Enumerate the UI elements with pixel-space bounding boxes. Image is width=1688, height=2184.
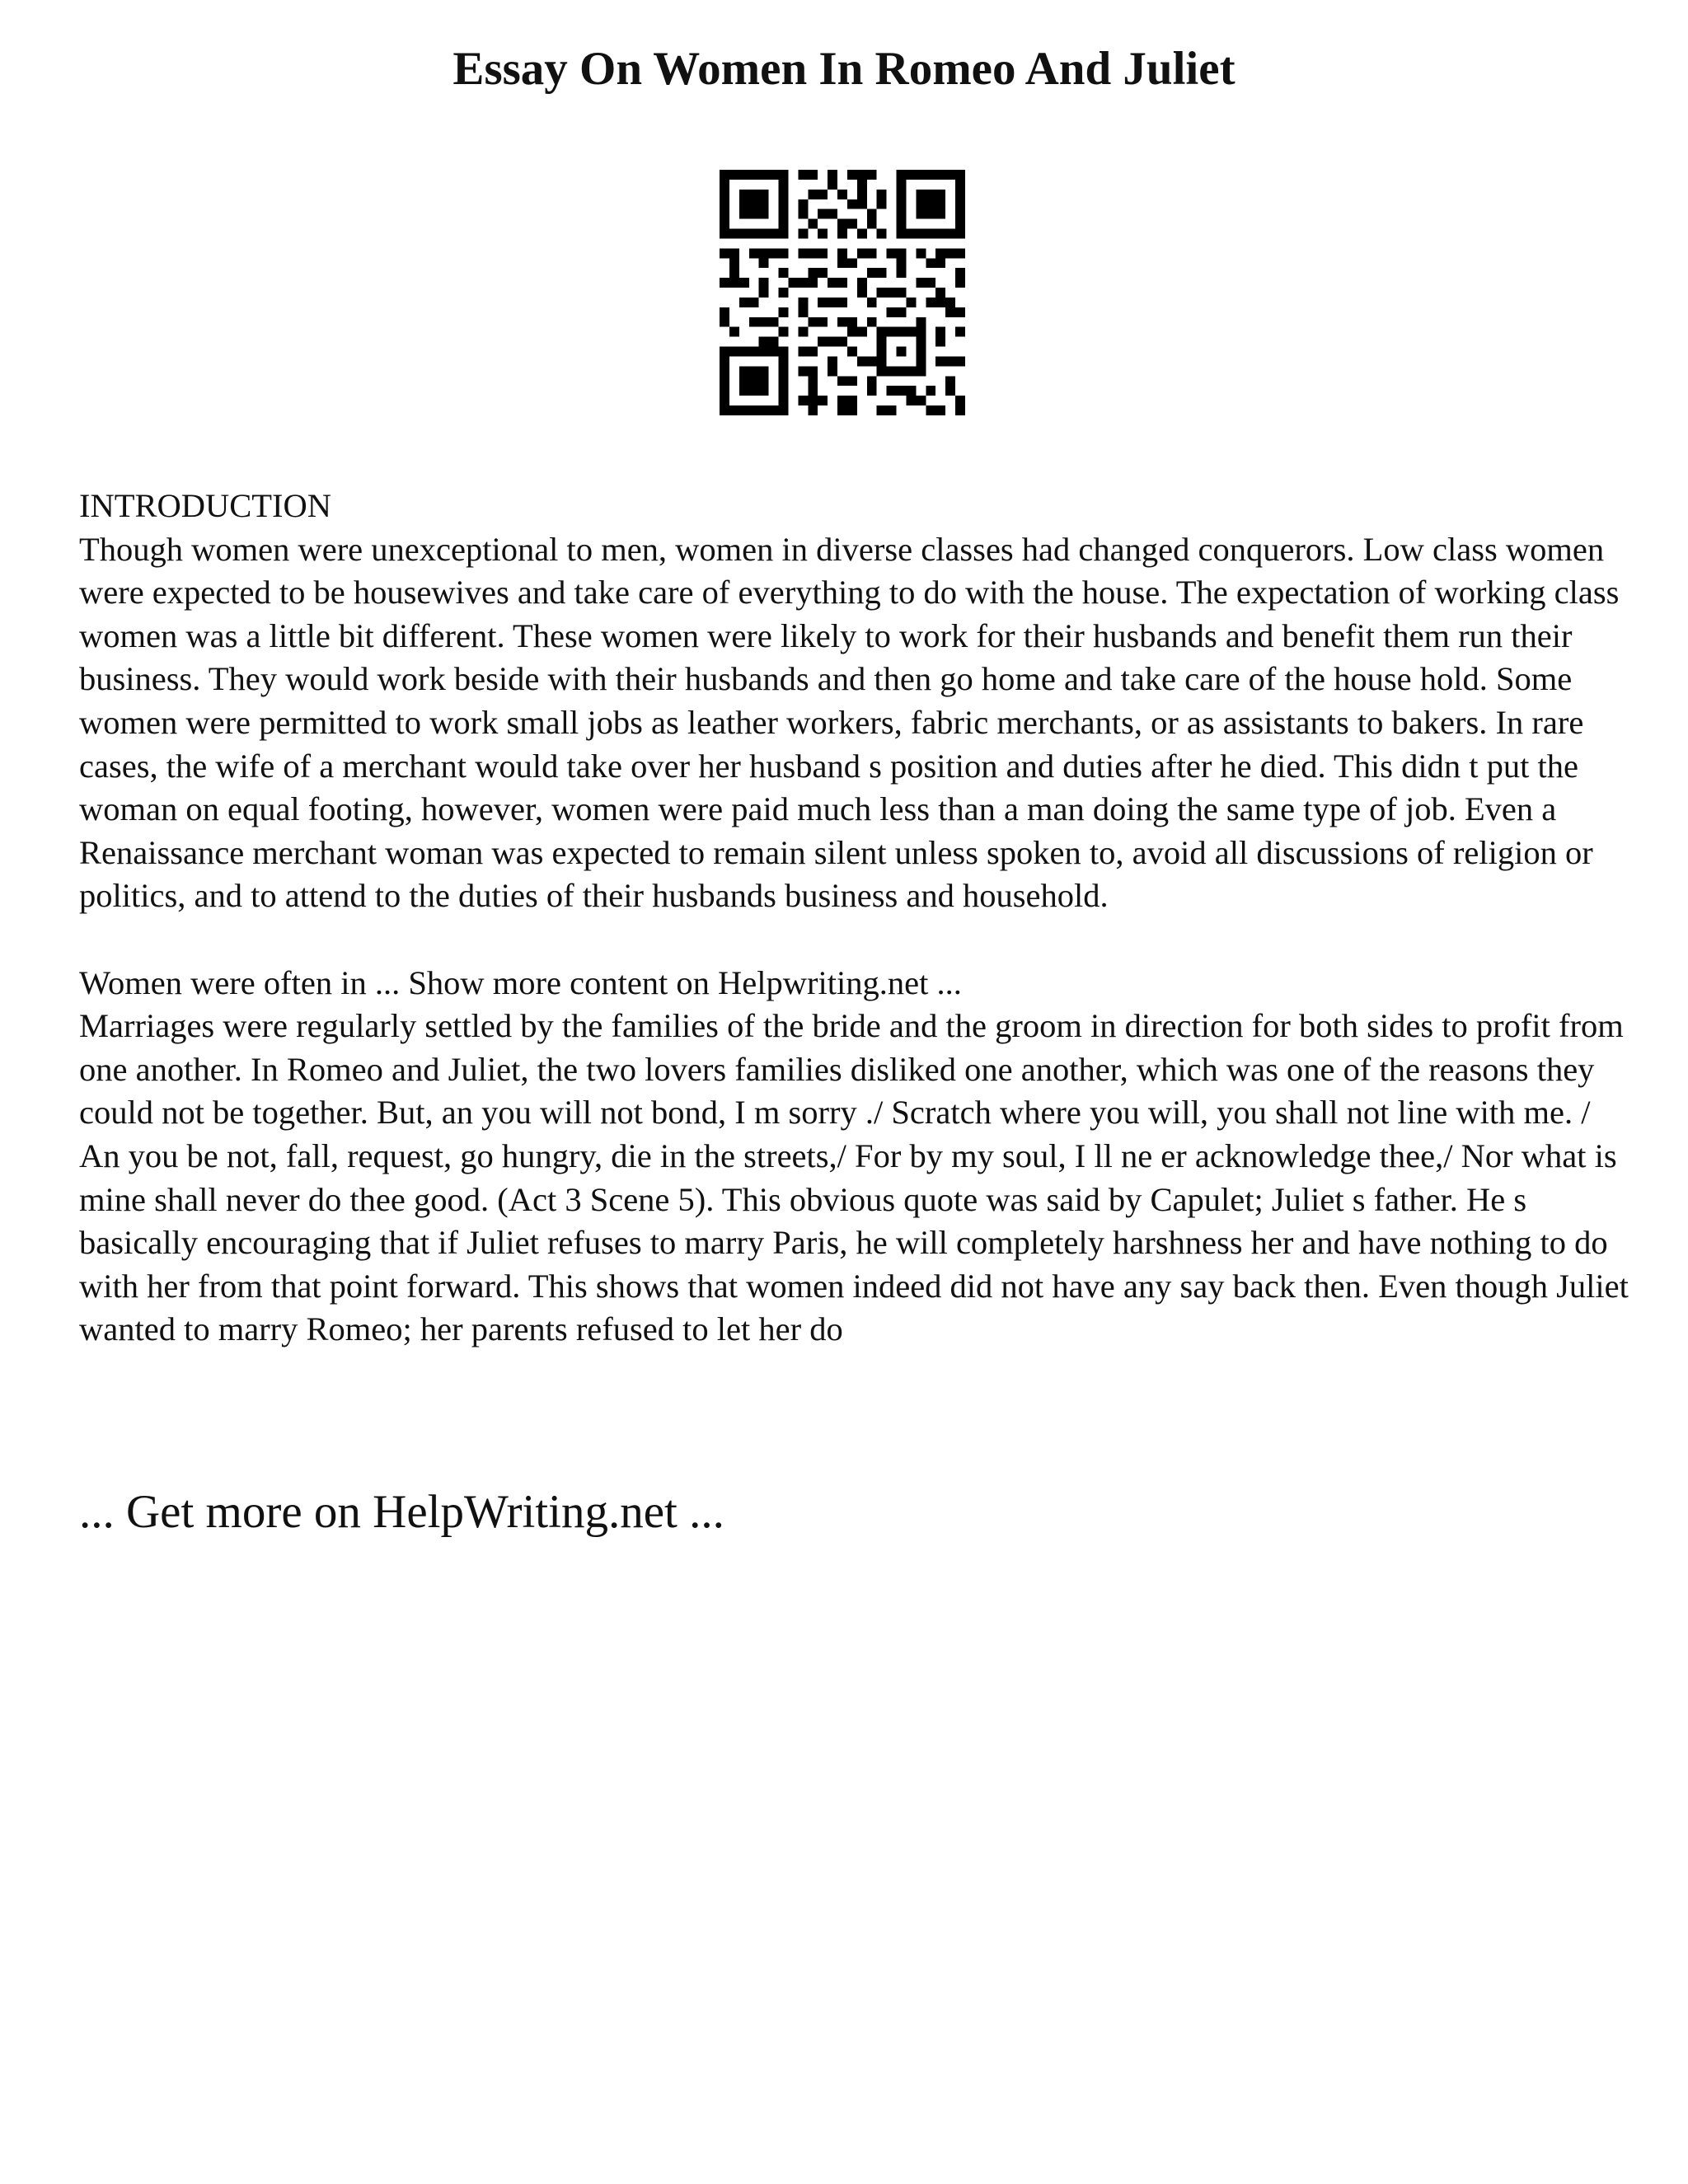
essay-body [79, 485, 1629, 1352]
paragraph-introduction: Though women were unexceptional to men, women in diverse classes had changed conquerors. Low class women were expected to be housewives and take care of everything to do with the house. The expectation of working class women was a little bit different. These women were likely to work for their husbands and benefit them run their business. They would work beside with their husbands and then go home and take care of the house hold. Some women were permitted to work small jobs as leather workers, fabric merchants, or as assistants to bakers. In rare cases, the wife of a merchant would take over her husband s position and duties after he died. This didn t put the woman on equal footing, however, women were paid much less than a man doing the same type of job. Even a Renaissance merchant woman was expected to remain silent unless spoken to, avoid all discussions of religion or politics, and to attend to the duties of their husbands business and household. [79, 530, 1620, 915]
paragraph-marriages: Marriages were regularly settled by the families of the bride and the groom in direction for both sides to profit from one another. In Romeo and Juliet, the two lovers families disliked one another, which was one of the reasons they could not be together. But, an you will not bond, I m sorry ./ Scratch where you will, you shall not line with me. / An you be not, fall, request, go hungry, die in the streets,/ For by my soul, I ll ne er acknowledge thee,/ Nor what is mine shall never do thee good. (Act 3 Scene 5). This obvious quote was said by Capulet; Juliet s father. He s basically encouraging that if Juliet refuses to marry Paris, he will completely harshness her and have nothing to do with her from that point forward. This shows that women indeed did not have any say back then. Even though Juliet wanted to marry Romeo; her parents refused to let her do [79, 1007, 1629, 1348]
qr-code-icon[interactable] [720, 170, 965, 415]
get-more-link[interactable]: ... Get more on HelpWriting.net ... [79, 1486, 724, 1538]
show-more-teaser: Women were often in ... Show more content on Helpwriting.net ... [79, 963, 962, 1001]
paragraph-spacer [79, 918, 1629, 962]
section-heading: INTRODUCTION [79, 487, 331, 524]
page-title: Essay On Women In Romeo And Juliet [452, 43, 1236, 95]
